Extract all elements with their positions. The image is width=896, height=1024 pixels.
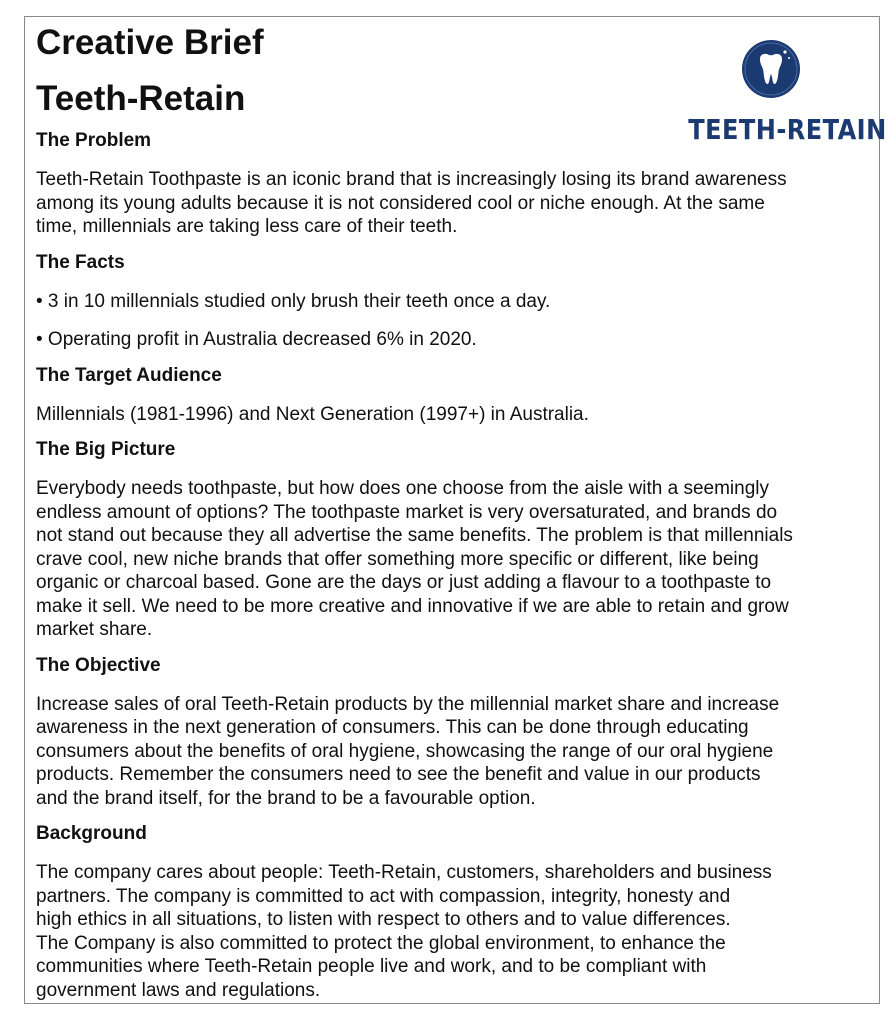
problem-line: time, millennials are taking less care of their teeth. (36, 216, 458, 237)
objective-line: awareness in the next generation of consumers. This can be done through educating (36, 717, 749, 738)
big-picture-line: organic or charcoal based. Gone are the days or just adding a flavour to a toothpaste to (36, 572, 772, 593)
objective-heading: The Objective (36, 654, 161, 676)
fact-item: • 3 in 10 millennials studied only brush their teeth once a day. (36, 290, 551, 312)
background-line: high ethics in all situations, to listen with respect to others and to value differences. (36, 909, 731, 930)
logo-wordmark: TEETH-RETAIN (688, 113, 887, 146)
objective-line: products. Remember the consumers need to see the benefit and value in our products (36, 764, 761, 785)
audience-heading: The Target Audience (36, 364, 222, 386)
brief-document (24, 16, 887, 1004)
section-target-audience (36, 364, 872, 427)
problem-line: Teeth-Retain Toothpaste is an iconic brand that is increasingly losing its brand awareness (36, 169, 787, 190)
fact-item: • Operating profit in Australia decreased 6% in 2020. (36, 329, 477, 350)
section-background (36, 822, 872, 1002)
big-picture-line: Everybody needs toothpaste, but how does one choose from the aisle with a seemingly (36, 478, 769, 499)
objective-line: consumers about the benefits of oral hygiene, showcasing the range of our oral hygiene (36, 740, 774, 762)
big-picture-line: market share. (36, 619, 153, 640)
big-picture-line: make it sell. We need to be more creative and innovative if we are able to retain and grow (36, 595, 789, 617)
background-line: partners. The company is committed to act with compassion, integrity, honesty and (36, 885, 731, 907)
audience-line: Millennials (1981-1996) and Next Generation (1997+) in Australia. (36, 403, 589, 425)
objective-line: and the brand itself, for the brand to be a favourable option. (36, 787, 536, 809)
big-picture-line: not stand out because they all advertise the same benefits. The problem is that millennials (36, 525, 793, 546)
section-big-picture (36, 438, 872, 642)
big-picture-line: endless amount of options? The toothpaste market is very oversaturated, and brands do (36, 501, 778, 523)
big-picture-line: crave cool, new niche brands that offer something more specific or different, like being (36, 548, 759, 570)
section-facts (36, 251, 872, 352)
brief-content (36, 129, 872, 1002)
brand-title: Teeth-Retain (36, 79, 246, 118)
background-line: The company cares about people: Teeth-Retain, customers, shareholders and business (36, 862, 772, 883)
background-line: The Company is also committed to protect the global environment, to enhance the (36, 932, 726, 954)
background-line: government laws and regulations. (36, 979, 321, 1001)
problem-heading: The Problem (36, 130, 152, 151)
tooth-icon (741, 39, 801, 99)
facts-heading: The Facts (36, 251, 125, 273)
background-line: communities where Teeth-Retain people live and work, and to be compliant with (36, 956, 707, 977)
section-problem (36, 129, 872, 239)
big-picture-heading: The Big Picture (36, 439, 176, 460)
background-heading: Background (36, 823, 147, 844)
section-objective (36, 654, 872, 811)
problem-line: among its young adults because it is not considered cool or niche enough. At the same (36, 192, 765, 214)
objective-line: Increase sales of oral Teeth-Retain products by the millennial market share and increase (36, 693, 780, 715)
document-title: Creative Brief (36, 23, 264, 62)
